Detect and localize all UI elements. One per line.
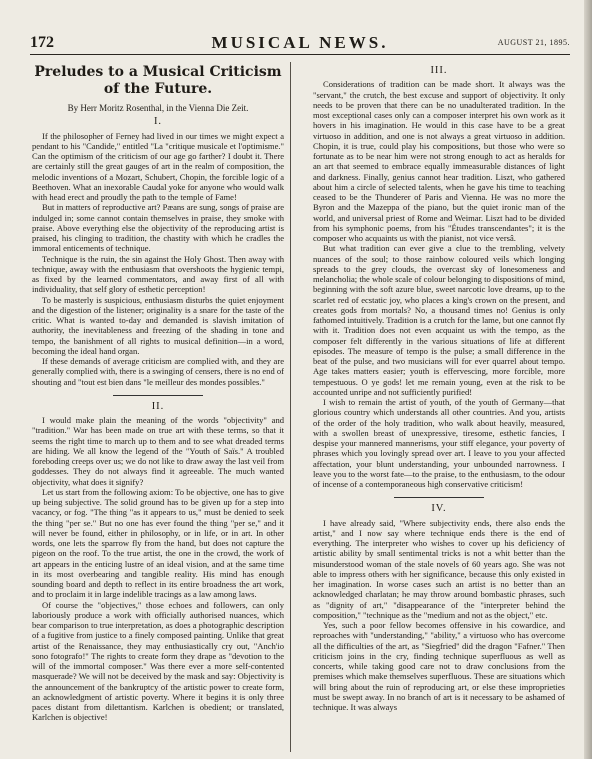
article-title: Preludes to a Musical Criticism of the Future. — [34, 64, 282, 97]
page-number: 172 — [30, 34, 54, 51]
paragraph: If the philosopher of Ferney had lived in our times we might expect a pendant to his "Candide," entitled "La "critique musicale et l'optimisme." Can the optimism of the criticism of our age go farther? I doubt it. There are certainly still the great gauges of art in the realm of composition, the melodic inventions of a Mozart, Schubert, Chopin, the forcible logic of a Beethoven. What an inexorable Caudal yoke for anyone who would walk with head erect and proudly the path to the temple of Fame! — [32, 130, 284, 202]
section-divider — [113, 395, 203, 396]
article-byline: By Herr Moritz Rosenthal, in the Vienna Die Zeit. — [67, 103, 249, 113]
paragraph: Yes, such a poor fellow becomes offensive in his cowardice, and reproaches with "understanding," "ability," a virtuoso who has overcome all the difficulties of the art, as "Siegfried" did the dragon "Fafner." Then criticism joins in the cry, finding technique superfluous as well as concerts, while taking good care not to draw conclusions from the premises which make themselves superfluous. These are situations which will bring about the ruin of reproducing art, or else these improprieties must be swept away. In no branch of art is it necessary to be ashamed of technique. It was always — [313, 620, 565, 712]
section-heading-ii: II. — [151, 400, 165, 412]
column-rule — [290, 62, 291, 752]
paragraph: Considerations of tradition can be made short. It always was the "servant," the crutch, the best excuse and support of objectivity. It only needs to be proven that there can be no unadulterated tradition. In the most exceptional cases only can a composer interpret his own work as it hovers in his imagination. He would in this case have to be a great virtuoso in addition, and one is not always a great virtuoso in addition. Chopin, it is true, could play his compositions, but those who were so fortunate as to be near him were not strong enough to act as heralds for an art that seemed to embrace equally immeasurable distances of light and darkness. Finally, genius cannot hear tradition. Liszt, who gathered about him a circle of selected talents, when he gave his time to teaching ceased to be the Thunderer of Paris and Vienna. He was no more the Byron and the Mazeppa of the piano, but the quiet ironic man of the world, and universal priest of Rome and Weimar. Liszt had to be divided from his symphonic poems, from his "Études transcendantes"; it is the composer who acquaints us with the pianist, not vice versâ. — [313, 79, 565, 243]
paragraph: If these demands of average criticism are complied with, and they are generally complied with, there is a swinging of censers, there is no end of shouting and "tout est bien dans "le meilleur des mondes possibles." — [32, 356, 284, 387]
section-heading-iv: IV. — [431, 503, 447, 515]
paragraph: But what tradition can ever give a clue to the trembling, velvety nuances of the soul; to those rainbow coloured veils which longing spreads to the grey clouds, the overcast sky of lonesomeness and melancholia; the whole scale of colour belonging to dispositions of mind, beginning with the soft azure blue, sweet narcotic love dreams, up to the scarlet red of ecstatic joy, who places a king's crown on the present, and creates gods from mortals? No, a thousand times no! Genius is only fathomed intuitively. Tradition is a crutch for the lame, but one cannot fly with it. Tradition does not even acquaint us with the tempo, as the composer felt differently in the various situations of life at different episodes. The measure of tempo is the pulse; a small difference in the beat of the pulse, and two musicians will for ever quarrel about tempo. Age takes matters easier; youth is effervescing, more forcible, more tempestuous. O ye gods! let me remain young, even at the risk to be accounted unripe and not sufficiently purified! — [313, 243, 565, 397]
issue-date: AUGUST 21, 1895. — [497, 38, 570, 47]
paragraph: I wish to remain the artist of youth, of the youth of Germany—that glorious country which understands all other countries. And you, artists of the order of the holy tradition, who walk about heavily, measured, with a swollen breast of unexpressive, tiresome, esthetic fancies, I despise your mannered mannerisms, your stiff elegance, your poverty of phrases which you lovingly spread over art. I leave to you your affected affectation, your blunt understanding, your unbounded narrowness. I leave you to the worst fate—to the praise, to the enthusiasm, to the odour of incense of a contemporaneous high conservative criticism! — [313, 397, 565, 489]
paragraph: Of course the "objectives," those echoes and followers, can only laboriously produce a work with officially authorised nuances, which bear comparison to true interpretation, as does a photographic description of a fugitive from justice to a finely composed painting. Unlike that great artist of the Renaissance, they may enthusiastically cry out, "Anch'io sono fotografo!" The rights to create form they drape as "devotion to the will of the immortal composer." Was there ever a more self-contented masquerade? We will not be deceived by the mask and say: Objectivity is the announcement of the bankruptcy of the artistic power to create form, an acknowledgment of artistic poverty. Where it begins it is only three paces distant from dilettantism. Karlchen is obedient; or translated, Karlchen is objective! — [32, 599, 284, 723]
paragraph: Technique is the ruin, the sin against the Holy Ghost. Then away with technique, away with the enthusiasm that overshoots the hygienic tempi, as fixed by the learned commentators, and away first of all with individuality, that self glory of esthetic perception! — [32, 253, 284, 295]
page-header — [30, 30, 570, 55]
section-divider — [394, 497, 484, 498]
paragraph: I have already said, "Where subjectivity ends, there also ends the artist," and I now say where technique ends there is the end of everything. The interpreter who wishes to cover up his deficiency of artistic ability by small sentimental tricks is not a whit better than the misunderstood woman of the stale novels of 60 years ago. She was not able to impress others with her significance, because this only existed in her imagination. In worse cases such an artist is no better than an acknowledged charlatan; he may throw around bombastic phrases, such as "dignity of art," "disappearance of the "interpreter behind the composition," "technique as the "medium and not as the object," etc. — [313, 517, 565, 620]
section-heading-i: I. — [153, 116, 163, 128]
paragraph: Let us start from the following axiom: To be objective, one has to give up being subjective. The solid ground has to be given up for a step into vacancy, or fog. "The thing "as it appears to us," must be denied to seek the thing "per se." But no one has ever found the thing "per se," and it will never be found, either in philosophy, or in life, or in art. In other words, one lets the sparrow fly from the hand, but does not capture the pigeon on the roof. To the true artist, the one in the crowd, the work of art appears in the enticing lustre of an ideal vision, and at the same time in its most overbearing and tangible reality. His mind has enough sounding board and depth to reflect in its entire broadness the art work, and to proclaim it in large indelible tracings as a law among laws. — [32, 486, 284, 600]
paragraph: To be masterly is suspicious, enthusiasm disturbs the quiet enjoyment and the digestion of the listener; originality is a snare for the taste of the critic. What is wanted to-day and demanded is slavish imitation of authority, the inevitableness and freezing of the shading in tone and tempo, the banishment of all rights to musical definition—in a word, becoming the ideal hand organ. — [32, 294, 284, 356]
right-column — [313, 62, 565, 752]
paragraph: But in matters of reproductive art? Pæans are sung, songs of praise are indulged in; some cannot contain themselves in praise, they smoke with praise. Above everything else the objectivity of the reproducing artist is praised, his clinging to tradition, the chastity with which he cradles the immoral enticements of technique. — [32, 202, 284, 254]
left-column — [32, 62, 284, 752]
running-title: MUSICAL NEWS. — [211, 33, 389, 52]
section-heading-iii: III. — [430, 65, 448, 76]
paragraph: I would make plain the meaning of the words "objectivity" and "tradition." War has been made on true art with these terms, so that it seems the right time to march up to them and to see what dreaded terms are hiding. We all know the legend of the "Youth of Saïs." A troubled foreboding creeps over us; we do not like to draw away the last veil from goddesses. They do not always find it agreeable. The much wanted objectivity, what does it signify? — [32, 415, 284, 487]
page-edge-shadow — [584, 0, 592, 759]
